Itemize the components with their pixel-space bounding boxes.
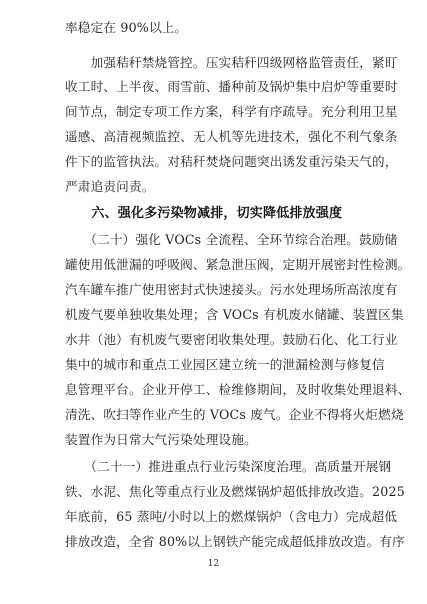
text-line: 严肃追责问责。 bbox=[65, 179, 155, 194]
text-line: 遥感、高清视频监控、无人机等先进技术，强化不利气象条 bbox=[65, 129, 398, 144]
text-line: 件下的监管执法。对秸秆焚烧问题突出诱发重污染天气的， bbox=[65, 154, 398, 169]
text-line: 装置作为日常大气污染处理设施。 bbox=[65, 432, 257, 447]
text-line: 水井（池）有机废气要密闭收集处理。鼓励石化、化工行业 bbox=[65, 332, 398, 347]
text-line: 排放改造，全省 80%以上钢铁产能完成超低排放改造。有序 bbox=[65, 534, 405, 549]
page-number: 12 bbox=[207, 559, 220, 569]
section-heading: 六、强化多污染物减排，切实降低排放强度 bbox=[65, 206, 343, 221]
text-line: 收工时、上半夜、雨雪前、播种前及锅炉集中启炉等重要时 bbox=[65, 79, 398, 94]
text-line: （二十）强化 VOCs 全流程、全环节综合治理。鼓励储 bbox=[65, 232, 398, 247]
text-line: （二十一）推进重点行业污染深度治理。高质量开展钢 bbox=[65, 459, 392, 474]
text-line: 息管理平台。企业开停工、检维修期间，及时收集处理退料、 bbox=[65, 382, 411, 397]
text-line: 汽车罐车推广使用密封式快速接头。污水处理场所高浓度有 bbox=[65, 282, 398, 297]
text-line: 率稳定在 90%以上。 bbox=[65, 20, 188, 35]
text-line: 清洗、吹扫等作业产生的 VOCs 废气。企业不得将火炬燃烧 bbox=[65, 407, 404, 422]
text-line: 集中的城市和重点工业园区建立统一的泄漏检测与修复信 bbox=[65, 357, 385, 372]
text-line: 间节点，制定专项工作方案，科学有序疏导。充分利用卫星 bbox=[65, 104, 398, 119]
text-line: 铁、水泥、焦化等重点行业及燃煤锅炉超低排放改造。2025 bbox=[65, 484, 405, 499]
text-line: 罐使用低泄漏的呼吸阀、紧急泄压阀，定期开展密封性检测。 bbox=[65, 257, 411, 272]
text-line: 加强秸秆禁烧管控。压实秸秆四级网格监管责任，紧盯 bbox=[65, 55, 398, 70]
text-line: 年底前，65 蒸吨/小时以上的燃煤锅炉（含电力）完成超低 bbox=[65, 509, 398, 524]
text-line: 机废气要单独收集处理；含 VOCs 有机废水储罐、装置区集 bbox=[65, 307, 404, 322]
